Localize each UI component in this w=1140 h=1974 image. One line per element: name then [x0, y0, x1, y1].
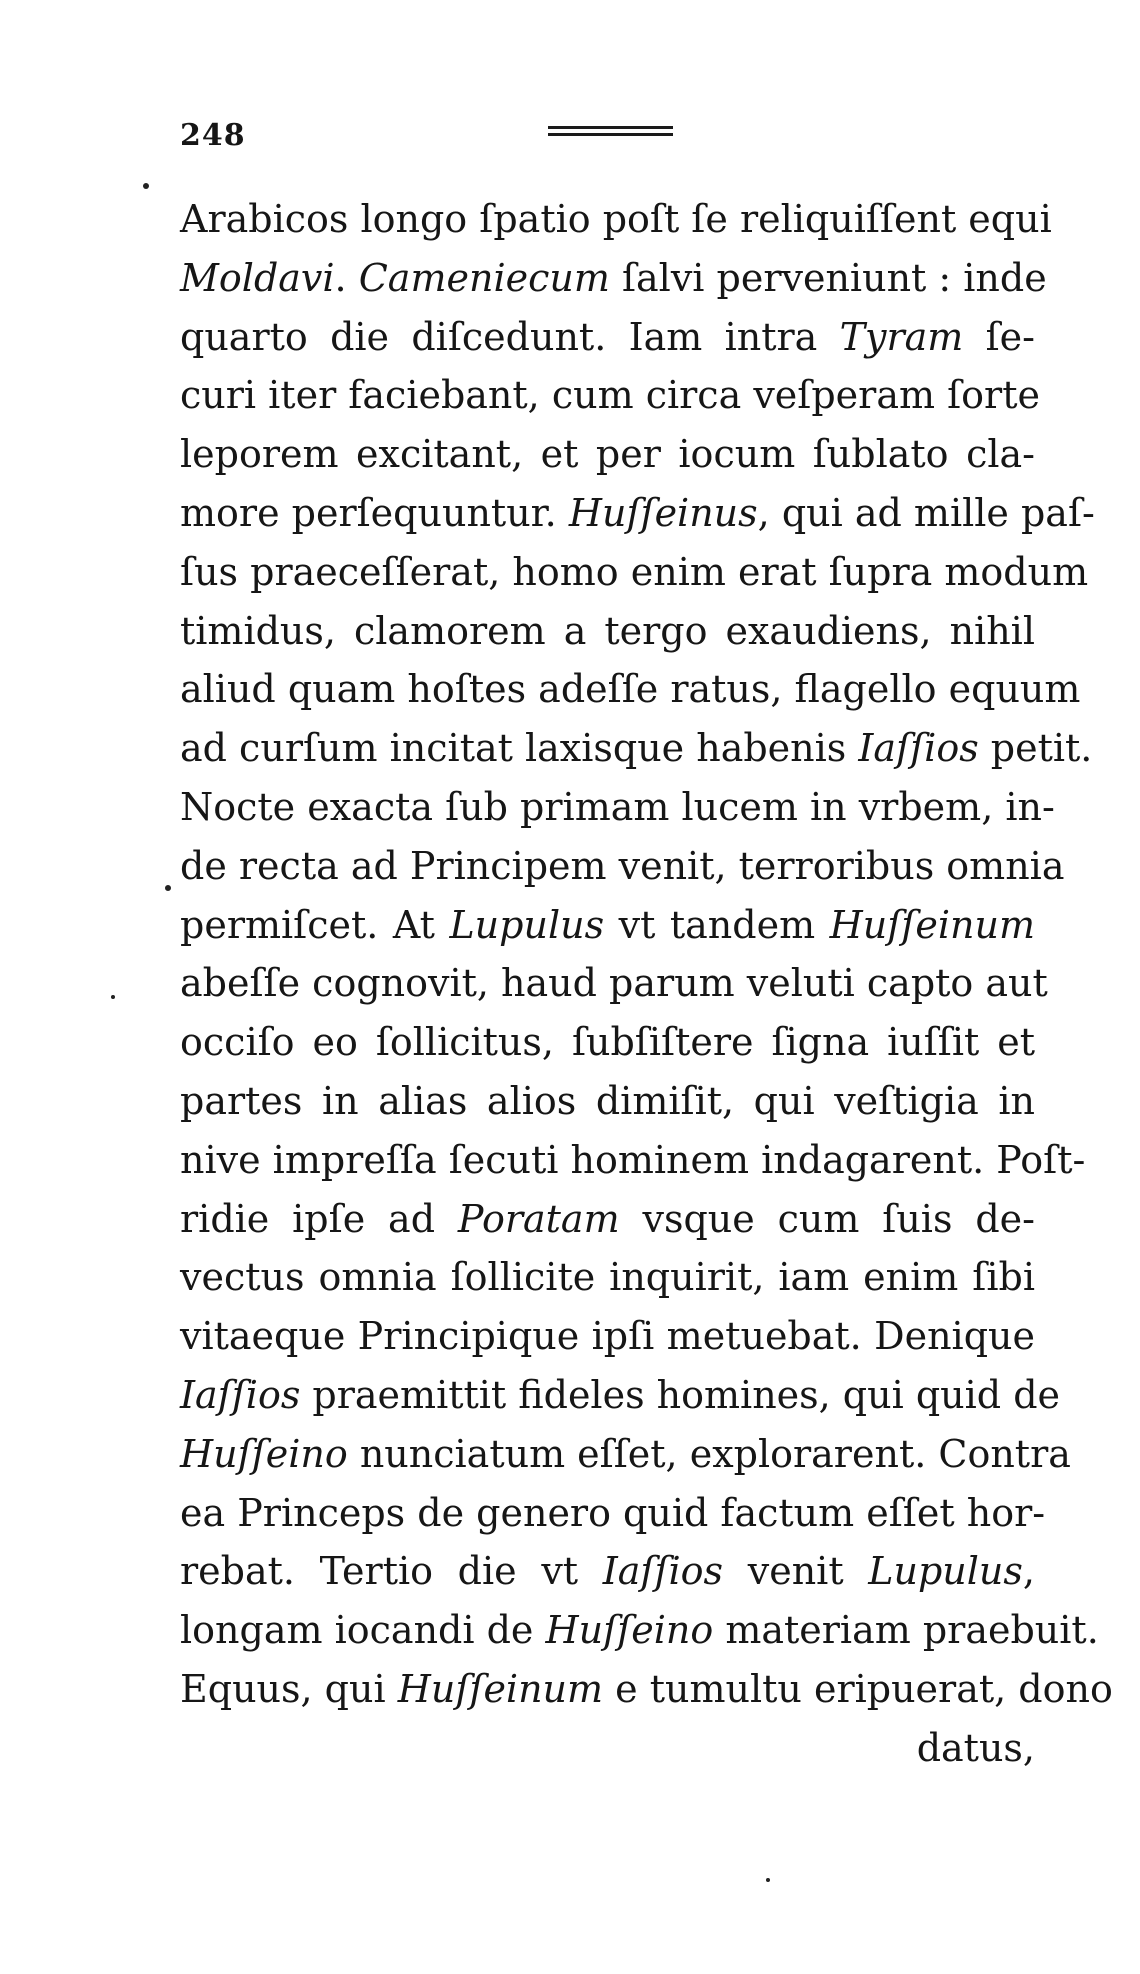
- text-segment: abeſſe cognovit, haud parum veluti capto aut: [180, 961, 1048, 1006]
- text-line: [180, 778, 1055, 837]
- text-line: [180, 1660, 1113, 1719]
- italic-word: Poratam: [457, 1196, 620, 1241]
- text-line: [180, 602, 1035, 661]
- text-segment: .: [334, 255, 359, 300]
- italic-word: Moldavi: [180, 255, 335, 300]
- text-segment: , qui ad mille paſ-: [757, 490, 1095, 535]
- italic-word: Huſſeino: [180, 1431, 348, 1476]
- italic-word: Lupulus: [449, 902, 605, 947]
- text-segment: nunciatum eſſet, explorarent. Contra: [347, 1431, 1071, 1476]
- italic-word: Iaſſios: [602, 1549, 724, 1594]
- text-segment: ,: [1022, 1549, 1035, 1594]
- italic-word: Tyram: [839, 314, 964, 359]
- body-text: [180, 190, 1113, 1778]
- text-line: [180, 543, 1089, 602]
- text-segment: curi iter faciebant, cum circa veſperam ſorte: [180, 373, 1040, 418]
- text-segment: ſus praeceſſerat, homo enim erat ſupra modum: [180, 549, 1089, 594]
- text-segment: praemittit fideles homines, qui quid de: [300, 1372, 1061, 1417]
- text-segment: timidus, clamorem a tergo exaudiens, nihil: [180, 608, 1035, 653]
- text-segment: quarto die diſcedunt. Iam intra: [180, 314, 840, 359]
- text-line: [180, 1366, 1061, 1425]
- text-line: [180, 1484, 1046, 1543]
- header-rule: [548, 126, 673, 138]
- text-segment: vt tandem: [604, 902, 830, 947]
- text-segment: ſalvi perveniunt : inde: [609, 255, 1047, 300]
- text-segment: Arabicos longo ſpatio poſt ſe reliquiſſent equi: [180, 197, 1052, 241]
- text-line: [180, 896, 1035, 955]
- italic-word: Huſſeinum: [829, 902, 1035, 947]
- text-segment: rebat. Tertio die vt: [180, 1549, 603, 1594]
- text-line: [180, 1425, 1071, 1484]
- italic-word: Iaſſios: [180, 1372, 301, 1417]
- text-segment: materiam praebuit.: [713, 1608, 1099, 1653]
- text-line: [180, 660, 1081, 719]
- text-segment: nive impreſſa ſecuti hominem indagarent. Poſt-: [180, 1137, 1086, 1182]
- text-line: [180, 1307, 1035, 1366]
- text-line: [180, 425, 1035, 484]
- text-segment: occiſo eo ſollicitus, ſubſiſtere ſigna iuſſit et: [180, 1020, 1035, 1065]
- italic-word: Cameniecum: [358, 255, 610, 300]
- italic-word: Huſſeino: [545, 1608, 714, 1653]
- text-segment: de recta ad Principem venit, terroribus omnia: [180, 843, 1065, 888]
- text-segment: longam iocandi de: [180, 1608, 546, 1653]
- text-segment: permiſcet. At: [180, 902, 450, 947]
- scan-speck: [165, 885, 171, 891]
- scan-speck: [111, 995, 115, 999]
- text-segment: petit.: [978, 726, 1093, 771]
- text-segment: ſe-: [963, 314, 1035, 359]
- page-number: 248: [180, 118, 246, 153]
- text-line: [180, 719, 1093, 778]
- text-segment: vsque cum ſuis de-: [619, 1196, 1035, 1241]
- text-line: [180, 1248, 1035, 1307]
- text-line: [180, 1072, 1035, 1131]
- text-line: [180, 1013, 1035, 1072]
- text-segment: e tumultu eripuerat, dono: [603, 1666, 1113, 1711]
- text-line: [180, 1601, 1099, 1660]
- text-line: [180, 1719, 1035, 1778]
- italic-word: Huſſeinus: [568, 490, 758, 535]
- text-segment: ridie ipſe ad: [180, 1196, 458, 1241]
- italic-word: Iaſſios: [858, 726, 979, 771]
- text-segment: vectus omnia ſollicite inquirit, iam enim ſibi: [180, 1255, 1035, 1300]
- text-segment: vitaeque Principique ipſi metuebat. Denique: [180, 1314, 1035, 1359]
- text-segment: datus,: [916, 1725, 1035, 1770]
- scan-speck: [766, 1878, 770, 1882]
- text-segment: aliud quam hoſtes adeſſe ratus, flagello equum: [180, 667, 1081, 712]
- text-line: [180, 308, 1035, 367]
- text-segment: more perſequuntur.: [180, 490, 569, 535]
- text-segment: leporem excitant, et per iocum ſublato cla-: [180, 432, 1035, 477]
- text-line: [180, 1190, 1035, 1249]
- text-segment: venit: [723, 1549, 869, 1594]
- scan-speck: [143, 183, 149, 189]
- text-segment: partes in alias alios dimiſit, qui veſtigia in: [180, 1078, 1035, 1123]
- text-line: [180, 366, 1040, 425]
- text-line: [180, 954, 1048, 1013]
- text-line: [180, 190, 1052, 249]
- text-line: [180, 837, 1065, 896]
- text-line: [180, 1542, 1035, 1601]
- text-segment: Equus, qui: [180, 1666, 398, 1711]
- italic-word: Huſſeinum: [397, 1666, 604, 1711]
- text-line: [180, 249, 1047, 308]
- text-segment: Nocte exacta ſub primam lucem in vrbem, in-: [180, 784, 1055, 829]
- text-line: [180, 1131, 1086, 1190]
- text-segment: ea Princeps de genero quid factum eſſet hor-: [180, 1490, 1046, 1535]
- text-line: [180, 484, 1095, 543]
- text-segment: ad curſum incitat laxisque habenis: [180, 726, 859, 771]
- italic-word: Lupulus: [868, 1549, 1023, 1594]
